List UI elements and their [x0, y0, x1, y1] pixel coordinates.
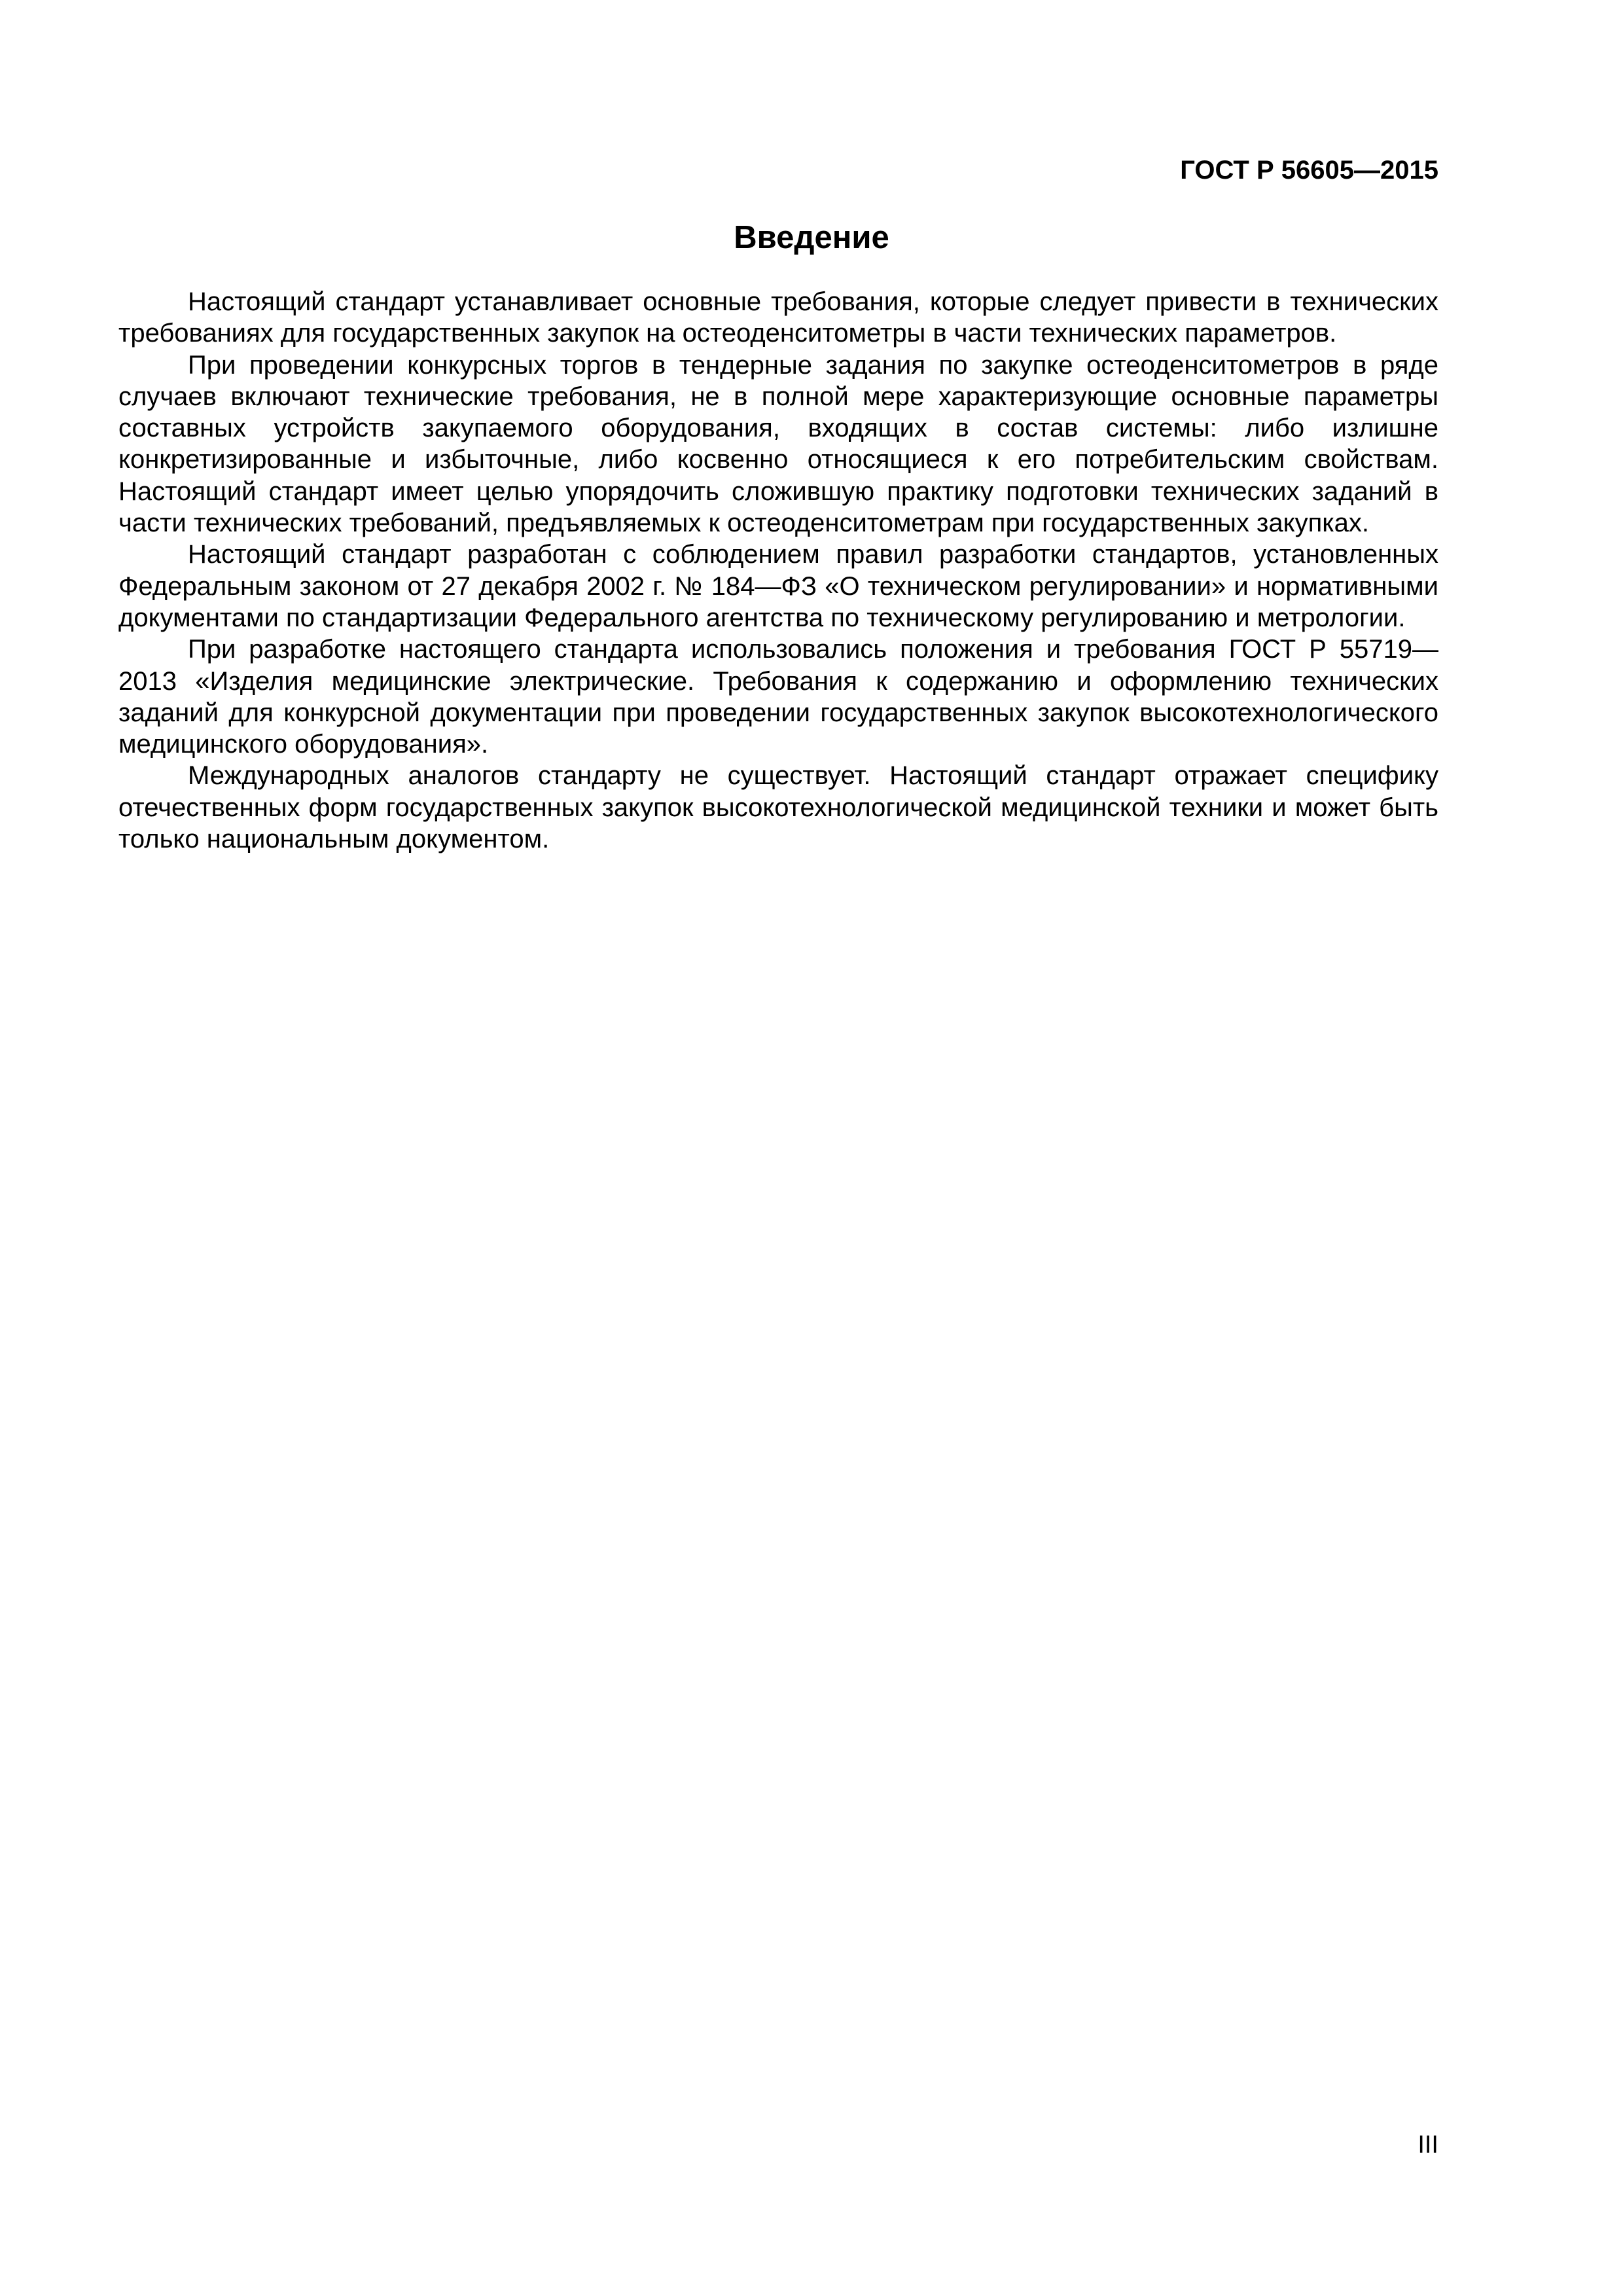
page-number: III	[1418, 2131, 1438, 2159]
paragraph-5: Международных аналогов стандарту не существует. Настоящий стандарт отражает специфику отечественных форм государственных закупок высокотехнологической медицинской техники и может быть только национальным документом.	[118, 761, 1438, 854]
paragraph-4: При разработке настоящего стандарта использовались положения и требования ГОСТ Р 55719—2013 «Изделия медицинские электрические. Требования к содержанию и оформлению технических заданий для конкурсной документации при проведении государственных закупок высокотехнологического медицинского оборудования».	[118, 635, 1438, 759]
paragraph-1: Настоящий стандарт устанавливает основные требования, которые следует привести в технических требованиях для государственных закупок на остеоденситометры в части технических параметров.	[118, 287, 1438, 348]
paragraph-2: При проведении конкурсных торгов в тендерные задания по закупке остеоденситометров в ряде случаев включают технические требования, не в полной мере характеризующие основные параметры составных устройств закупаемого оборудования, входящих в состав системы: либо излишне конкретизированные и избыточные, либо косвенно относящиеся к его потребительским свойствам. Настоящий стандарт имеет целью упорядочить сложившую практику подготовки технических заданий в части технических требований, предъявляемых к остеоденситометрам при государственных закупках.	[118, 350, 1438, 538]
document-code: ГОСТ Р 56605—2015	[1180, 156, 1438, 185]
section-body	[118, 286, 1438, 855]
section-title: Введение	[734, 220, 889, 255]
paragraph-3: Настоящий стандарт разработан с соблюдением правил разработки стандартов, установленных Федеральным законом от 27 декабря 2002 г. № 184—ФЗ «О техническом регулировании» и нормативными документами по стандартизации Федерального агентства по техническому регулированию и метрологии.	[118, 540, 1438, 632]
